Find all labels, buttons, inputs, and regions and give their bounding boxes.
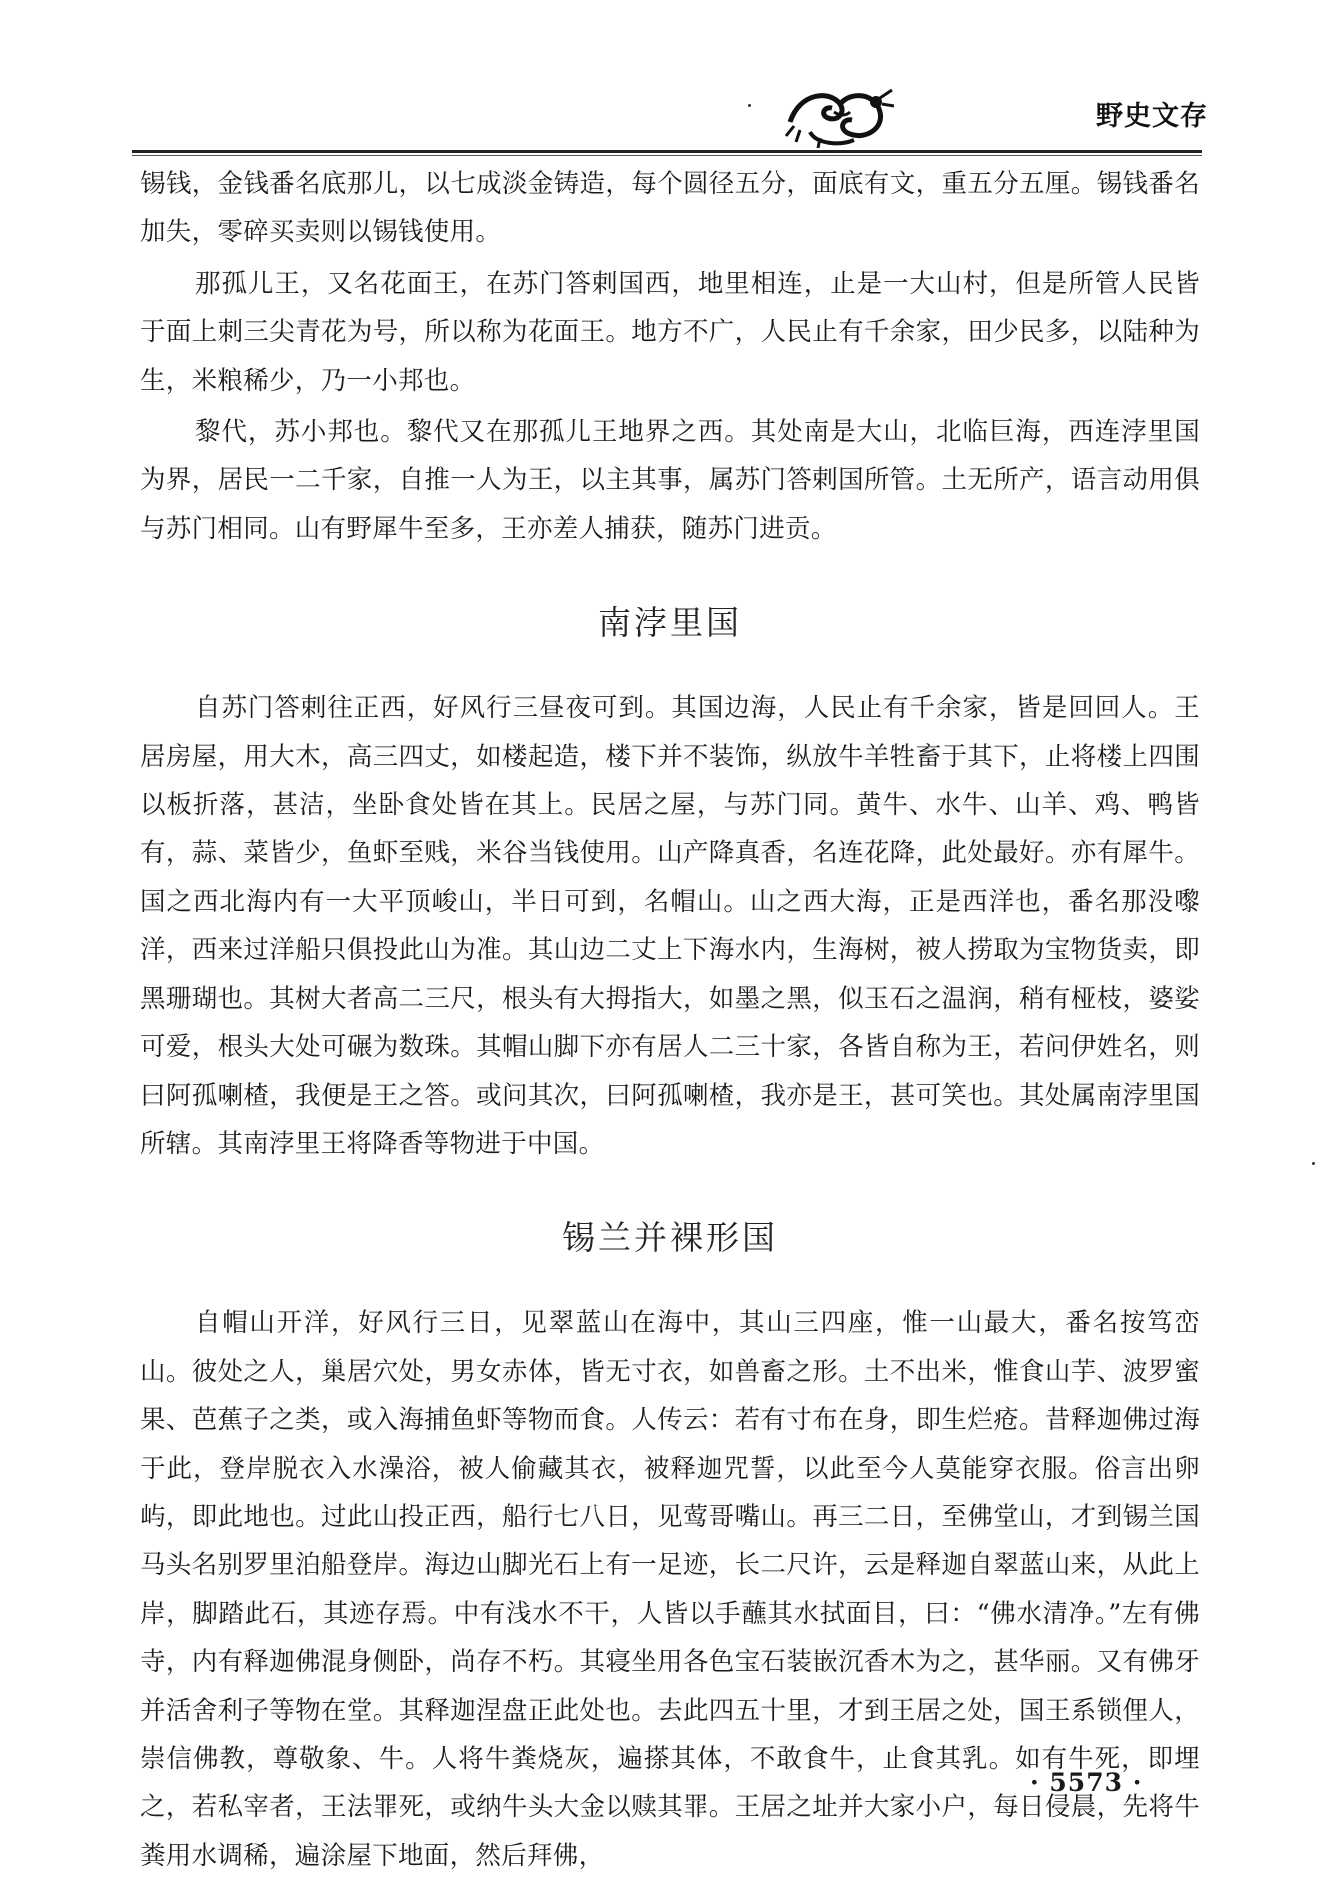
paragraph: 自帽山开洋，好风行三日，见翠蓝山在海中，其山三四座，惟一山最大，番名按笃峦山。彼处之人，巢居穴处，男女赤体，皆无寸衣，如兽畜之形。土不出米，惟食山芋、波罗蜜果、芭蕉子之类，或入海捕鱼虾等物而食。人传云：若有寸布在身，即生烂疮。昔释迦佛过海于此，登岸脱衣入水澡浴，被人偷藏其衣，被释迦咒誓，以此至今人莫能穿衣服。俗言出卵屿，即此地也。过此山投正西，船行七八日，见莺哥嘴山。再三二日，至佛堂山，才到锡兰国马头名别罗里泊船登岸。海边山脚光石上有一足迹，长二尺许，云是释迦自翠蓝山来，从此上岸，脚踏此石，其迹存焉。中有浅水不干，人皆以手蘸其水拭面目，曰：“佛水清净。”左有佛寺，内有释迦佛混身侧卧，尚存不朽。其寝坐用各色宝石装嵌沉香木为之，甚华丽。又有佛牙并活舍利子等物在堂。其释迦涅盘正此处也。去此四五十里，才到王居之处，国王系锁俚人，崇信佛教，尊敬象、牛。人将牛粪烧灰，遍搽其体，不敢食牛，止食其乳。如有牛死，即埋之，若私宰者，王法罪死，或纳牛头大金以赎其罪。王居之址并大家小户，每日侵晨，先将牛粪用水调稀，遍涂屋下地面，然后拜佛， <box>140 1308 1200 1871</box>
page-number: · 5573 · <box>1030 1768 1143 1797</box>
header-rule <box>132 150 1202 153</box>
paragraph: 黎代，苏小邦也。黎代又在那孤儿王地界之西。其处南是大山，北临巨海，西连浡里国为界，居民一二千家，自推一人为王，以主其事，属苏门答剌国所管。土无所产，语言动用俱与苏门相同。山有野犀牛至多，王亦差人捕获，随苏门进贡。 <box>140 417 1200 544</box>
paragraph: 自苏门答剌往正西，好风行三昼夜可到。其国边海，人民止有千余家，皆是回回人。王居房屋，用大木，高三四丈，如楼起造，楼下并不装饰，纵放牛羊牲畜于其下，止将楼上四围以板折落，甚洁，坐卧食处皆在其上。民居之屋，与苏门同。黄牛、水牛、山羊、鸡、鸭皆有，蒜、菜皆少，鱼虾至贱，米谷当钱使用。山产降真香，名连花降，此处最好。亦有犀牛。国之西北海内有一大平顶峻山，半日可到，名帽山。山之西大海，正是西洋也，番名那没嚟洋，西来过洋船只俱投此山为准。其山边二丈上下海水内，生海树，被人捞取为宝物货卖，即黑珊瑚也。其树大者高二三尺，根头有大拇指大，如墨之黑，似玉石之温润，稍有桠枝，婆娑可爱，根头大处可碾为数珠。其帽山脚下亦有居人二三十家，各皆自称为王，若问伊姓名，则曰阿孤喇楂，我便是王之答。或问其次，曰阿孤喇楂，我亦是王，甚可笑也。其处属南浡里国所辖。其南浡里王将降香等物进于中国。 <box>140 693 1200 1159</box>
section-title: 南浡里国 <box>598 603 742 643</box>
running-header-title: 野史文存 <box>1096 101 1208 132</box>
paragraph: 锡钱，金钱番名底那儿，以七成淡金铸造，每个圆径五分，面底有文，重五分五厘。锡钱番名加失，零碎买卖则以锡钱使用。 <box>140 169 1200 248</box>
scan-speck <box>748 104 751 107</box>
section-title: 锡兰并裸形国 <box>562 1218 778 1258</box>
scan-speck <box>1312 1162 1315 1165</box>
paragraph: 那孤儿王，又名花面王，在苏门答剌国西，地里相连，止是一大山村，但是所管人民皆于面上刺三尖青花为号，所以称为花面王。地方不广，人民止有千余家，田少民多，以陆种为生，米粮稀少，乃一小邦也。 <box>140 268 1200 396</box>
header-rule-thin <box>132 155 1202 156</box>
dragon-emblem-icon <box>780 82 898 150</box>
body-text <box>140 160 1200 1883</box>
